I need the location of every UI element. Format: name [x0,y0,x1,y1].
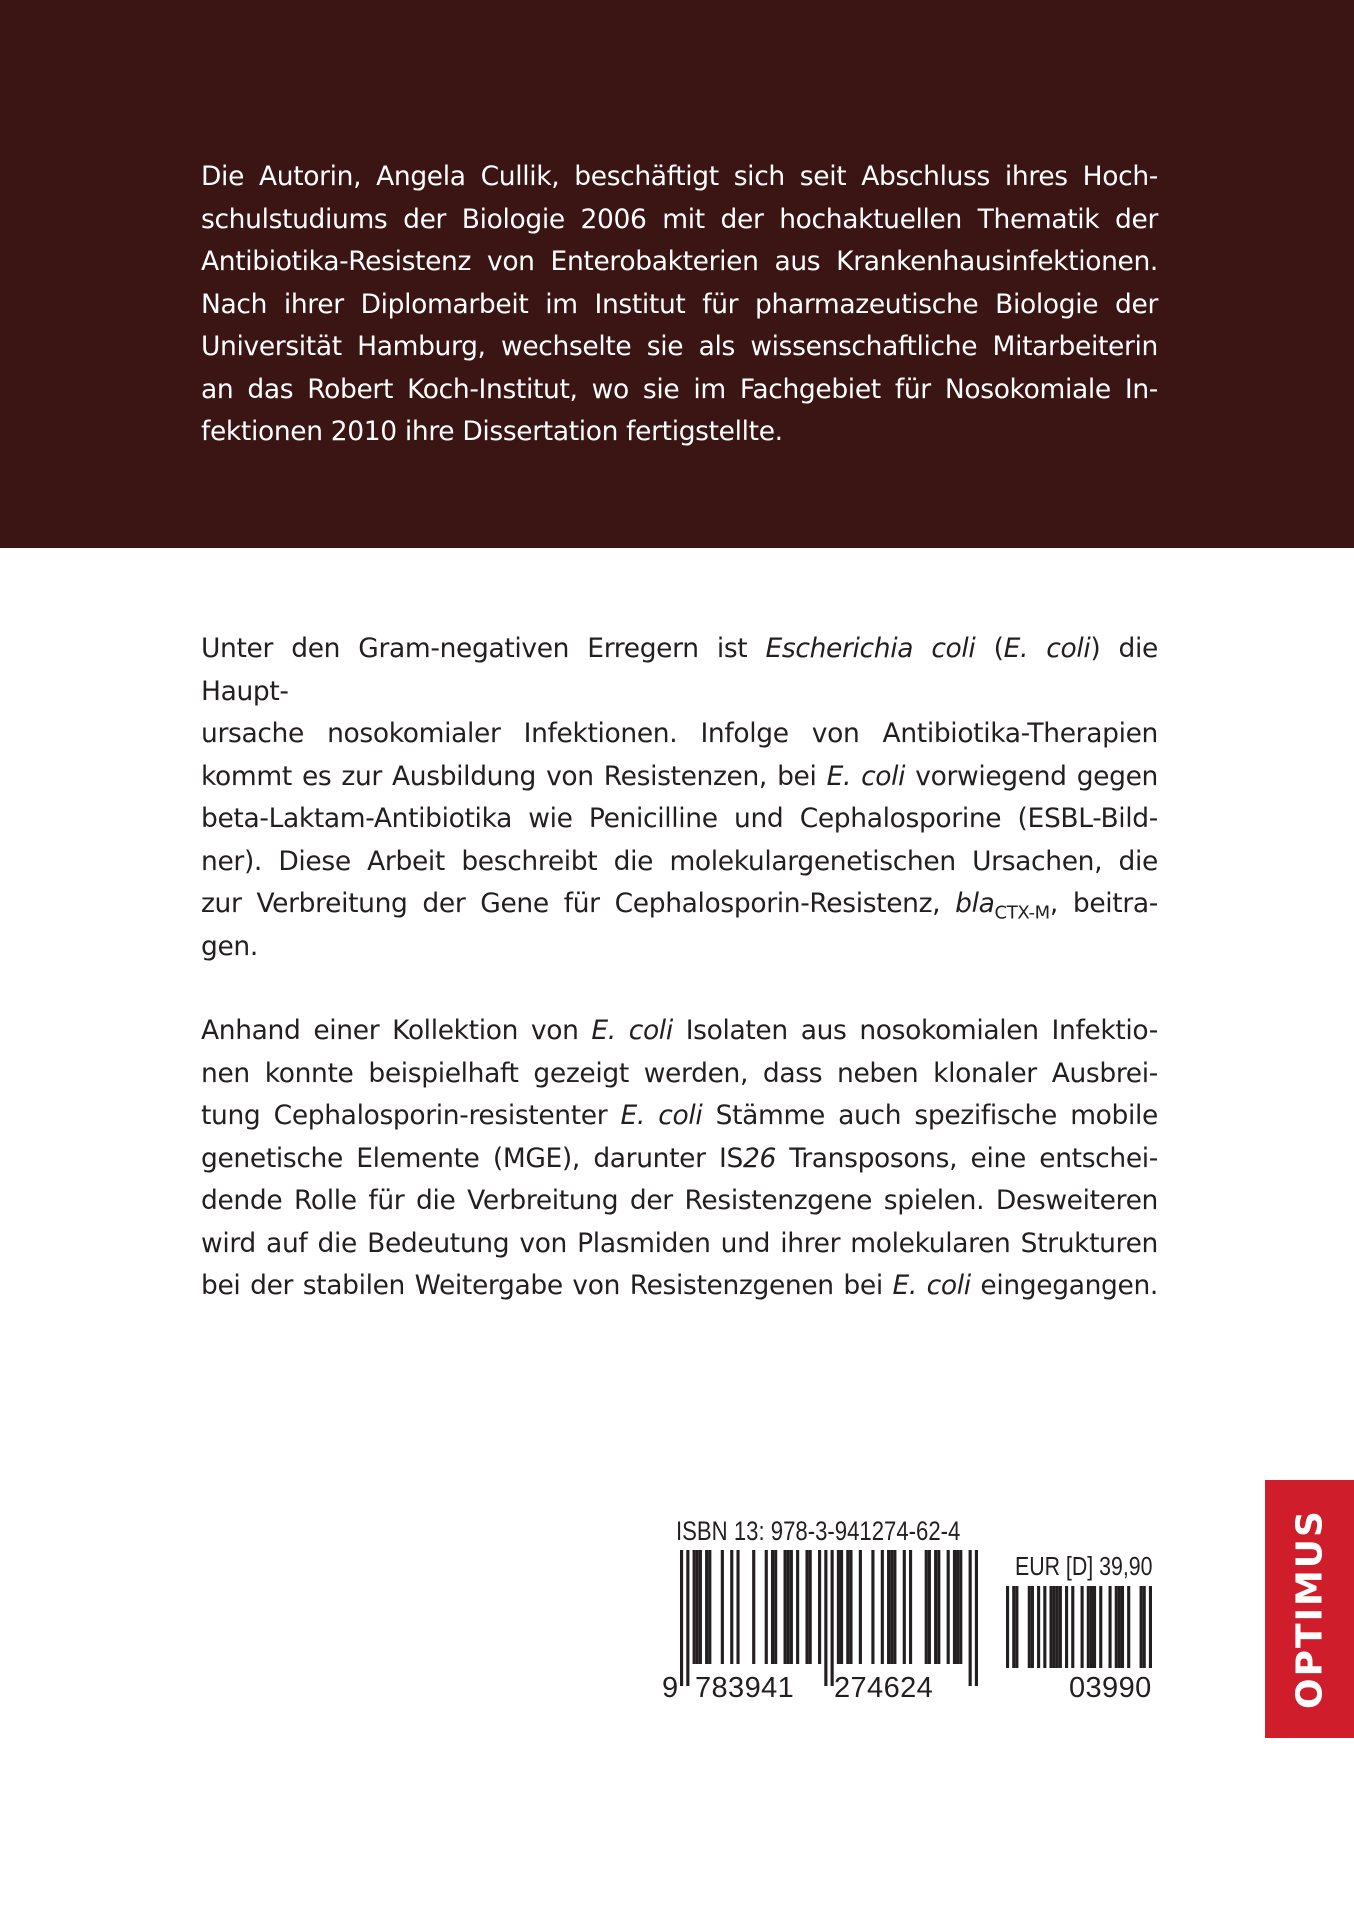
barcode-bar [969,1550,972,1686]
barcode-bar [1031,1586,1034,1668]
barcode-digits-right: 274624 [834,1672,934,1704]
barcode-bar [818,1550,821,1664]
abstract-line: wird auf die Bedeutung von Plasmiden und ihrer molekularen Strukturen [201,1227,1158,1259]
barcode-bar [721,1550,724,1664]
barcode-bar [1049,1586,1052,1668]
abstract-line: nen konnte beispielhaft gezeigt werden, dass neben klonaler Ausbrei- [201,1057,1158,1089]
barcode-bar [1012,1586,1015,1668]
barcode-bar [796,1550,799,1664]
barcode-bar [1149,1586,1152,1668]
barcode-bar [831,1550,834,1686]
barcode-bar [956,1550,959,1664]
barcode-bar [934,1550,937,1664]
barcode-bar [1037,1586,1040,1668]
author-bio [201,156,1158,454]
barcode-bar [1015,1586,1018,1668]
barcode-bar [1127,1586,1130,1668]
barcode-bar [805,1550,808,1664]
barcode-bar [953,1550,956,1664]
price-addon-barcode [1006,1586,1152,1668]
barcode-bar [846,1550,849,1664]
barcode-bar [849,1550,852,1664]
barcode-bar [1056,1586,1059,1668]
ean13-barcode [680,1550,978,1686]
barcode-bar [928,1550,931,1664]
abstract-line: ursache nosokomialer Infektionen. Infolge von Antibiotika-Therapien [201,718,1158,749]
barcode-bar [790,1550,793,1664]
bio-line: Nach ihrer Diplomarbeit im Institut für pharmazeutische Biologie der [201,288,1158,320]
bio-line: schulstudiums der Biologie 2006 mit der hochaktuellen Thematik der [201,203,1158,235]
barcode-bar [1071,1586,1074,1668]
abstract-line: beta-Laktam-Antibiotika wie Penicilline und Cephalosporine (ESBL-Bild- [201,803,1158,834]
abstract-line: dende Rolle für die Verbreitung der Resistenzgene spielen. Desweiteren [201,1185,1158,1216]
bio-line: an das Robert Koch-Institut, wo sie im Fachgebiet für Nosokomiale In- [201,373,1158,405]
barcode-bar [686,1550,689,1686]
barcode-bar [1043,1586,1046,1668]
abstract-paragraph-2 [201,1010,1158,1308]
barcode-bar [765,1550,768,1664]
barcode-bar [1081,1586,1084,1668]
barcode-bar [871,1550,874,1664]
barcode-digit-first: 9 [662,1672,679,1704]
barcode-bar [708,1550,711,1664]
barcode-bar [840,1550,843,1664]
bio-line: fektionen 2010 ihre Dissertation fertigstellte. [201,416,783,447]
barcode-bar [824,1550,827,1686]
abstract-line: genetische Elemente (MGE), darunter IS26 Transposons, eine entschei- [201,1142,1158,1174]
barcode-bar [787,1550,790,1664]
price-label: EUR [D] 39,90 [1015,1551,1153,1581]
book-abstract [201,628,1158,1308]
barcode-bar [1140,1586,1143,1668]
abstract-paragraph-1 [201,628,1158,968]
addon-digits: 03990 [1069,1672,1152,1704]
barcode-bar [1053,1586,1056,1668]
barcode-bar [1028,1586,1031,1668]
barcode-bar [925,1550,928,1664]
barcode-bar [937,1550,940,1664]
abstract-line: Anhand einer Kollektion von E. coli Isolaten aus nosokomialen Infektio- [201,1015,1158,1046]
barcode-bar [881,1550,884,1664]
barcode-bar [680,1550,683,1686]
abstract-line: ner). Diese Arbeit beschreibt die molekulargenetischen Ursachen, die [201,845,1158,877]
barcode-bar [837,1550,840,1664]
abstract-line: kommt es zur Ausbildung von Resistenzen, bei E. coli vorwiegend gegen [201,760,1158,792]
barcode-bar [809,1550,812,1664]
barcode-bar [1099,1586,1102,1668]
author-bio-band [0,0,1354,548]
barcode-bar [699,1550,702,1664]
barcode-bar [693,1550,696,1664]
barcode-bar [771,1550,774,1664]
abstract-line: tung Cephalosporin-resistenter E. coli Stämme auch spezifische mobile [201,1100,1158,1131]
barcode-bar [705,1550,708,1664]
barcode-bar [1006,1586,1009,1668]
barcode-bar [909,1550,912,1664]
abstract-line: bei der stabilen Weitergabe von Resistenzgenen bei E. coli eingegangen. [201,1270,1158,1301]
barcode-bar [730,1550,733,1664]
bio-line: Antibiotika-Resistenz von Enterobakterien aus Krankenhausinfektionen. [201,246,1158,277]
barcode-bar [696,1550,699,1664]
barcode-bar [893,1550,896,1664]
barcode-bar [1118,1586,1121,1668]
bio-line: Universität Hamburg, wechselte sie als wissenschaftliche Mitarbeiterin [201,331,1158,362]
barcode-bar [736,1550,739,1664]
barcode-bar [1093,1586,1096,1668]
barcode-bar [975,1550,978,1686]
isbn-label: ISBN 13: 978-3-941274-62-4 [676,1516,961,1546]
abstract-line: gen. [201,930,258,962]
abstract-line: zur Verbreitung der Gene für Cephalosporin-Resistenz, bla$_{CTX-M}$, beitra- [201,888,1158,924]
barcode-bar [784,1550,787,1664]
barcode-bar [1115,1586,1118,1668]
barcode-bar [1121,1586,1124,1668]
barcode-bar [1109,1586,1112,1668]
barcode-bar [1087,1586,1090,1668]
barcode-bar [959,1550,962,1664]
barcode-bar [903,1550,906,1664]
barcode-bar [1143,1586,1146,1668]
barcode-digits-left: 783941 [695,1672,795,1704]
barcode-bar [774,1550,777,1664]
abstract-line: Unter den Gram-negativen Erregern ist Escherichia coli (E. coli) die Haupt- [201,633,1158,707]
barcode-bar [1065,1586,1068,1668]
barcode-bar [752,1550,755,1664]
bio-line: Die Autorin, Angela Cullik, beschäftigt sich seit Abschluss ihres Hoch- [201,161,1158,192]
barcode-bar [887,1550,890,1664]
barcode-bar [947,1550,950,1664]
barcode-bar [1059,1586,1062,1668]
barcode-bar [859,1550,862,1664]
barcode-bar [1090,1586,1093,1668]
publisher-badge [1265,1480,1354,1738]
barcode-bar [890,1550,893,1664]
publisher-logo-text: OPTIMUS [1289,1509,1330,1709]
